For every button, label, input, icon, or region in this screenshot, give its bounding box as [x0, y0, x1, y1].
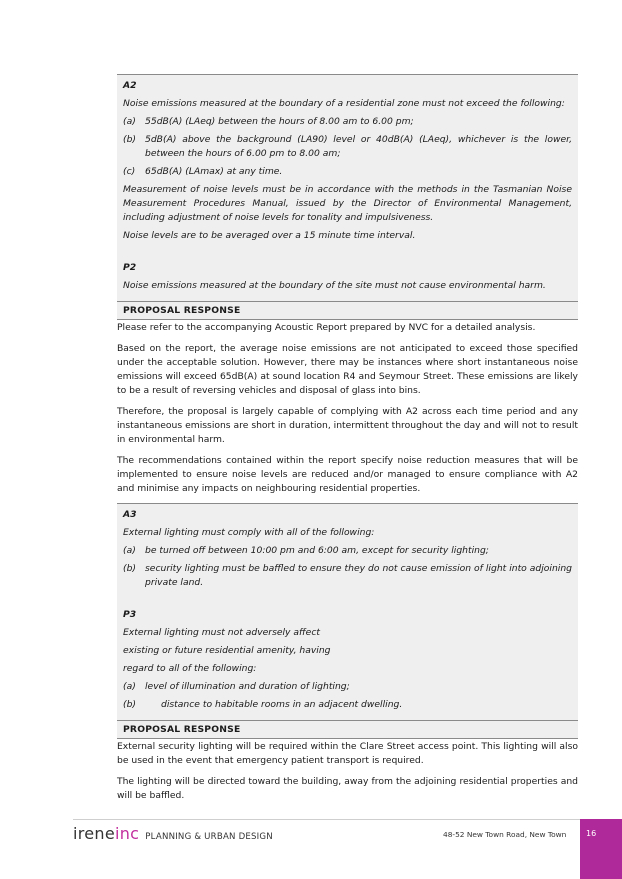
response1-paragraph-4: The recommendations contained within the report specify noise reduction measures that will be implemented to ensure noise levels are reduced and/or managed to ensure compliance with A2 and minimise any impacts on neighbouring residential properties. — [117, 455, 578, 494]
a3-item-b-marker: (b) — [123, 563, 137, 574]
a3-intro: External lighting must comply with all of the following: — [123, 527, 375, 538]
document-content — [117, 74, 578, 810]
a3-item-b-text: security lighting must be baffled to ensure they do not cause emission of light into adjoining private land. — [145, 563, 572, 588]
a3-p3-requirement-box — [117, 503, 578, 720]
p3-code: P3 — [123, 609, 137, 620]
p3-line-3: regard to all of the following: — [123, 663, 257, 674]
p3-line-1: External lighting must not adversely affect — [123, 627, 320, 638]
page-number: 16 — [586, 829, 597, 838]
a2-item-a-text: 55dB(A) (LAeq) between the hours of 8.00 am to 6.00 pm; — [145, 116, 414, 127]
p2-code: P2 — [123, 262, 137, 273]
p3-item-a-text: level of illumination and duration of lighting; — [145, 681, 350, 692]
p2-text: Noise emissions measured at the boundary of the site must not cause environmental harm. — [123, 280, 546, 291]
footer-divider — [73, 819, 580, 820]
proposal-response-body-2 — [117, 740, 578, 803]
p3-item-b-marker: (b) — [123, 699, 137, 710]
footer-address: 48-52 New Town Road, New Town — [443, 830, 567, 839]
brand-name-inc: inc — [115, 824, 140, 843]
a2-item-b — [123, 133, 572, 161]
p3-item-b-text: distance to habitable rooms in an adjacent dwelling. — [161, 699, 403, 710]
p3-line-2: existing or future residential amenity, having — [123, 645, 331, 656]
spacer — [123, 247, 572, 261]
p3-item-b — [123, 698, 572, 712]
a2-code: A2 — [123, 80, 137, 91]
a2-p2-requirement-box — [117, 74, 578, 301]
spacer — [123, 594, 572, 608]
a2-intro: Noise emissions measured at the boundary of a residential zone must not exceed the following: — [123, 98, 565, 109]
p3-item-a — [123, 680, 572, 694]
a2-item-b-text: 5dB(A) above the background (LA90) level or 40dB(A) (LAeq), whichever is the lower, between the hours of 6.00 pm to 8.00 am; — [145, 134, 572, 159]
a2-item-c-text: 65dB(A) (LAmax) at any time. — [145, 166, 283, 177]
brand-tagline: PLANNING & URBAN DESIGN — [145, 832, 273, 842]
brand-logo — [73, 824, 273, 843]
page-number-box — [580, 819, 622, 879]
a2-item-c — [123, 165, 572, 179]
a2-item-c-marker: (c) — [123, 166, 136, 177]
a3-item-b — [123, 562, 572, 590]
a2-item-a-marker: (a) — [123, 116, 136, 127]
a3-item-a-marker: (a) — [123, 545, 136, 556]
proposal-response-heading-2: PROPOSAL RESPONSE — [117, 720, 578, 739]
a3-item-a — [123, 544, 572, 558]
page-footer — [0, 810, 622, 879]
a2-item-a — [123, 115, 572, 129]
response1-paragraph-1: Please refer to the accompanying Acoustic Report prepared by NVC for a detailed analysis. — [117, 322, 536, 333]
a2-averaging-text: Noise levels are to be averaged over a 15 minute time interval. — [123, 230, 416, 241]
response2-paragraph-1: External security lighting will be required within the Clare Street access point. This lighting will also be used in the event that emergency patient transport is required. — [117, 741, 578, 766]
brand-name-irene: irene — [73, 824, 115, 843]
response1-paragraph-2: Based on the report, the average noise emissions are not anticipated to exceed those specified under the acceptable solution. However, there may be instances where short instantaneous noise emissions will exceed 65dB(A) at sound location R4 and Seymour Street. These emissions are likely to be a result of reversing vehicles and disposal of glass into bins. — [117, 343, 578, 396]
p3-item-a-marker: (a) — [123, 681, 136, 692]
response1-paragraph-3: Therefore, the proposal is largely capable of complying with A2 across each time period and any instantaneous emissions are short in duration, intermittent throughout the day and will not to result in environmental harm. — [117, 406, 578, 445]
a3-code: A3 — [123, 509, 137, 520]
proposal-response-heading-1: PROPOSAL RESPONSE — [117, 301, 578, 320]
proposal-response-body-1 — [117, 321, 578, 496]
a2-item-b-marker: (b) — [123, 134, 137, 145]
a2-measurement-text: Measurement of noise levels must be in accordance with the methods in the Tasmanian Noise Measurement Procedures Manual, issued by the Director of Environmental Management, including adjustment of noise levels for tonality and impulsiveness. — [123, 184, 572, 223]
a3-item-a-text: be turned off between 10:00 pm and 6:00 am, except for security lighting; — [145, 545, 489, 556]
response2-paragraph-2: The lighting will be directed toward the building, away from the adjoining residential properties and will be baffled. — [117, 776, 578, 801]
